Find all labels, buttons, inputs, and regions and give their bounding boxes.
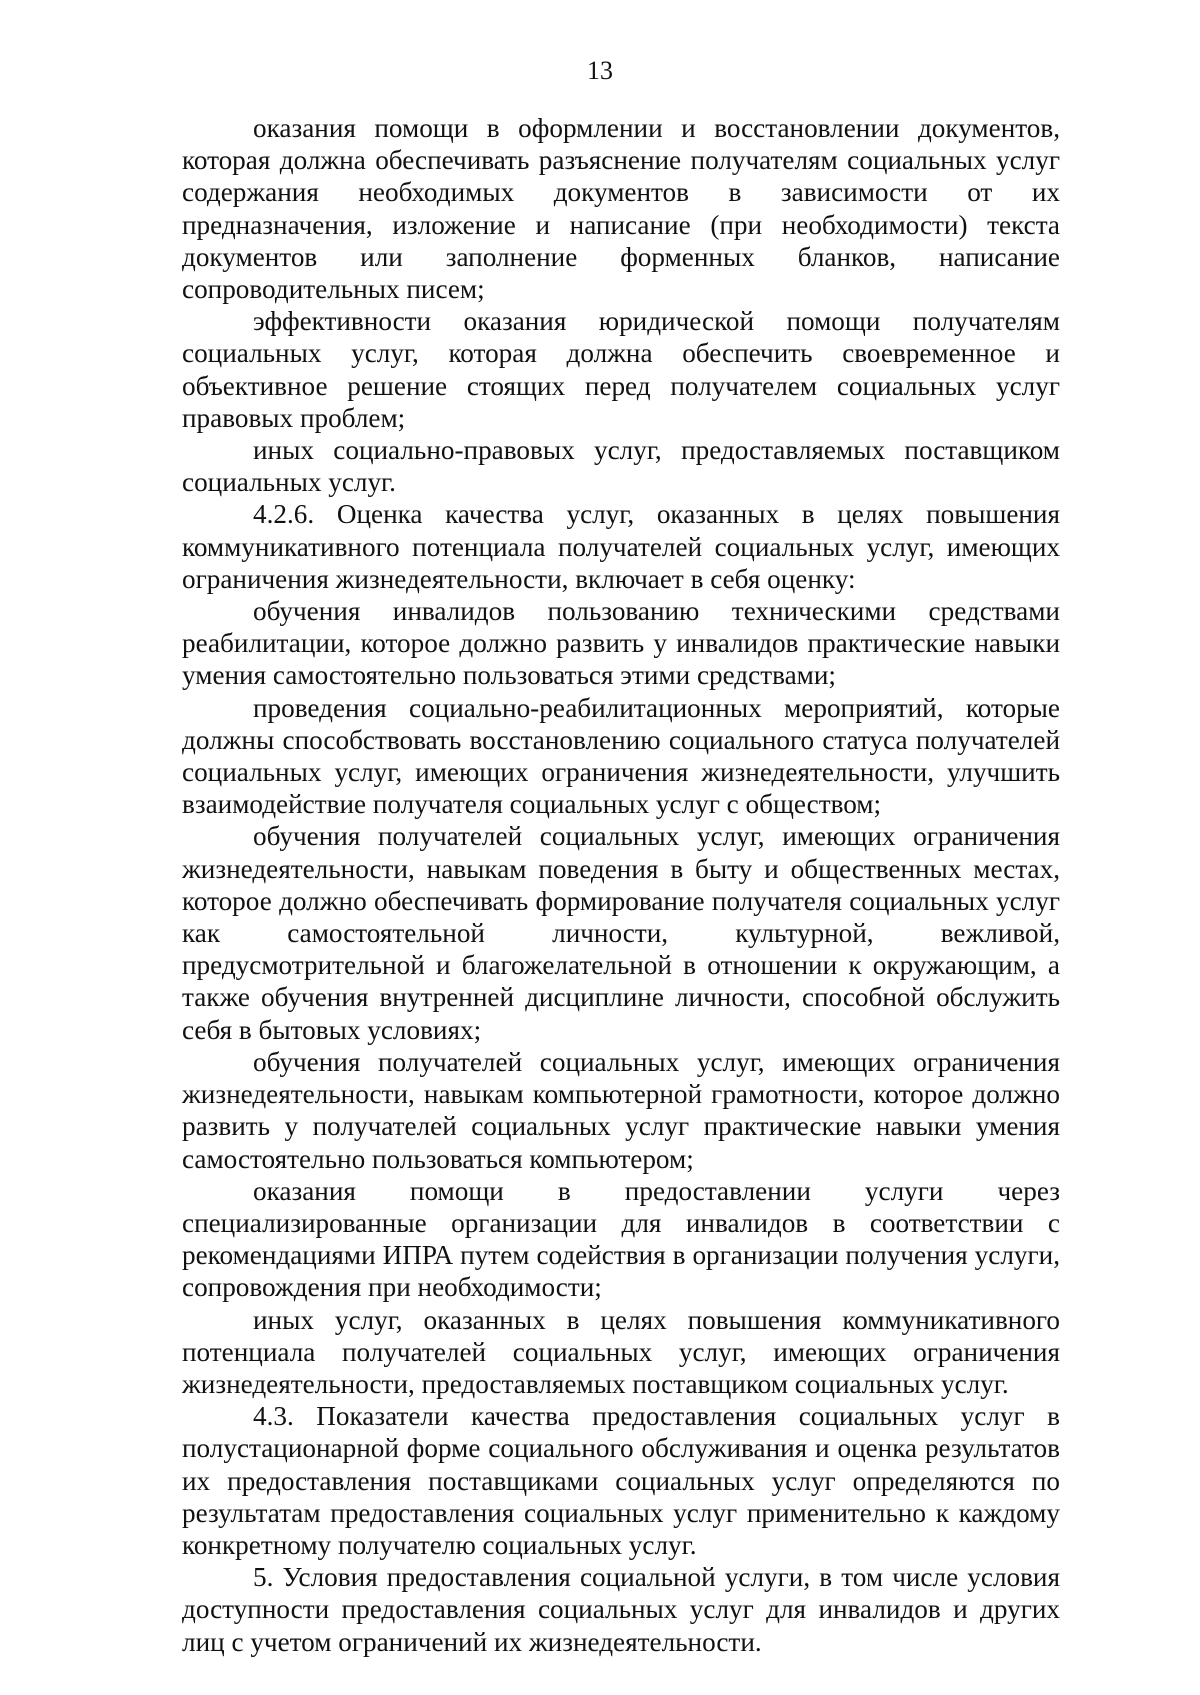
- paragraph-document-assistance: оказания помощи в оформлении и восстановлении документов, которая должна обеспечивать разъяснение получателям социальных услуг содержания необходимых документов в зависимости от их предназначения, изложение и написание (при необходимости) текста документов или заполнение форменных бланков, написание сопроводительных писем;: [182, 113, 1060, 305]
- paragraph-rehab-equipment-training: обучения инвалидов пользованию техническими средствами реабилитации, которое должно развить у инвалидов практические навыки умения самостоятельно пользоваться этими средствами;: [182, 596, 1060, 691]
- paragraph-legal-assistance: эффективности оказания юридической помощи получателям социальных услуг, которая должна обеспечить своевременное и объективное решение стоящих перед получателем социальных услуг правовых проблем;: [182, 306, 1060, 433]
- paragraph-specialized-organizations: оказания помощи в предоставлении услуги через специализированные организации для инвалидов в соответствии с рекомендациями ИПРА путем содействия в организации получения услуги, сопровождения при необходимости;: [182, 1175, 1060, 1303]
- paragraph-section-5: 5. Условия предоставления социальной услуги, в том числе условия доступности предоставления социальных услуг для инвалидов и других лиц с учетом ограничений их жизнедеятельности.: [182, 1562, 1060, 1657]
- paragraph-computer-literacy: обучения получателей социальных услуг, имеющих ограничения жизнедеятельности, навыкам компьютерной грамотности, которое должно развить у получателей социальных услуг практические навыки умения самостоятельно пользоваться компьютером;: [182, 1046, 1060, 1174]
- paragraph-behavior-training: обучения получателей социальных услуг, имеющих ограничения жизнедеятельности, навыкам поведения в быту и общественных местах, которое должно обеспечивать формирование получателя социальных услуг как самостоятельной личности, культурной, вежливой, предусмотрительной и благожелательной в отношении к окружающим, а также обучения внутренней дисциплине личности, способной обслужить себя в бытовых условиях;: [182, 821, 1060, 1045]
- paragraph-other-communication-services: иных услуг, оказанных в целях повышения коммуникативного потенциала получателей социальных услуг, имеющих ограничения жизнедеятельности, предоставляемых поставщиком социальных услуг.: [182, 1304, 1060, 1399]
- paragraph-section-4-2-6: 4.2.6. Оценка качества услуг, оказанных в целях повышения коммуникативного потенциала получателей социальных услуг, имеющих ограничения жизнедеятельности, включает в себя оценку:: [182, 499, 1060, 594]
- page-number: 13: [587, 56, 613, 85]
- paragraph-other-legal-services: иных социально-правовых услуг, предоставляемых поставщиком социальных услуг.: [182, 435, 1060, 498]
- paragraph-section-4-3: 4.3. Показатели качества предоставления социальных услуг в полустационарной форме социального обслуживания и оценка результатов их предоставления поставщиками социальных услуг определяются по результатам предоставления социальных услуг применительно к каждому конкретному получателю социальных услуг.: [182, 1401, 1060, 1560]
- document-body: [182, 112, 1060, 1658]
- paragraph-rehab-activities: проведения социально-реабилитационных мероприятий, которые должны способствовать восстановлению социального статуса получателей социальных услуг, имеющих ограничения жизнедеятельности, улучшить взаимодействие получателя социальных услуг с обществом;: [182, 692, 1060, 820]
